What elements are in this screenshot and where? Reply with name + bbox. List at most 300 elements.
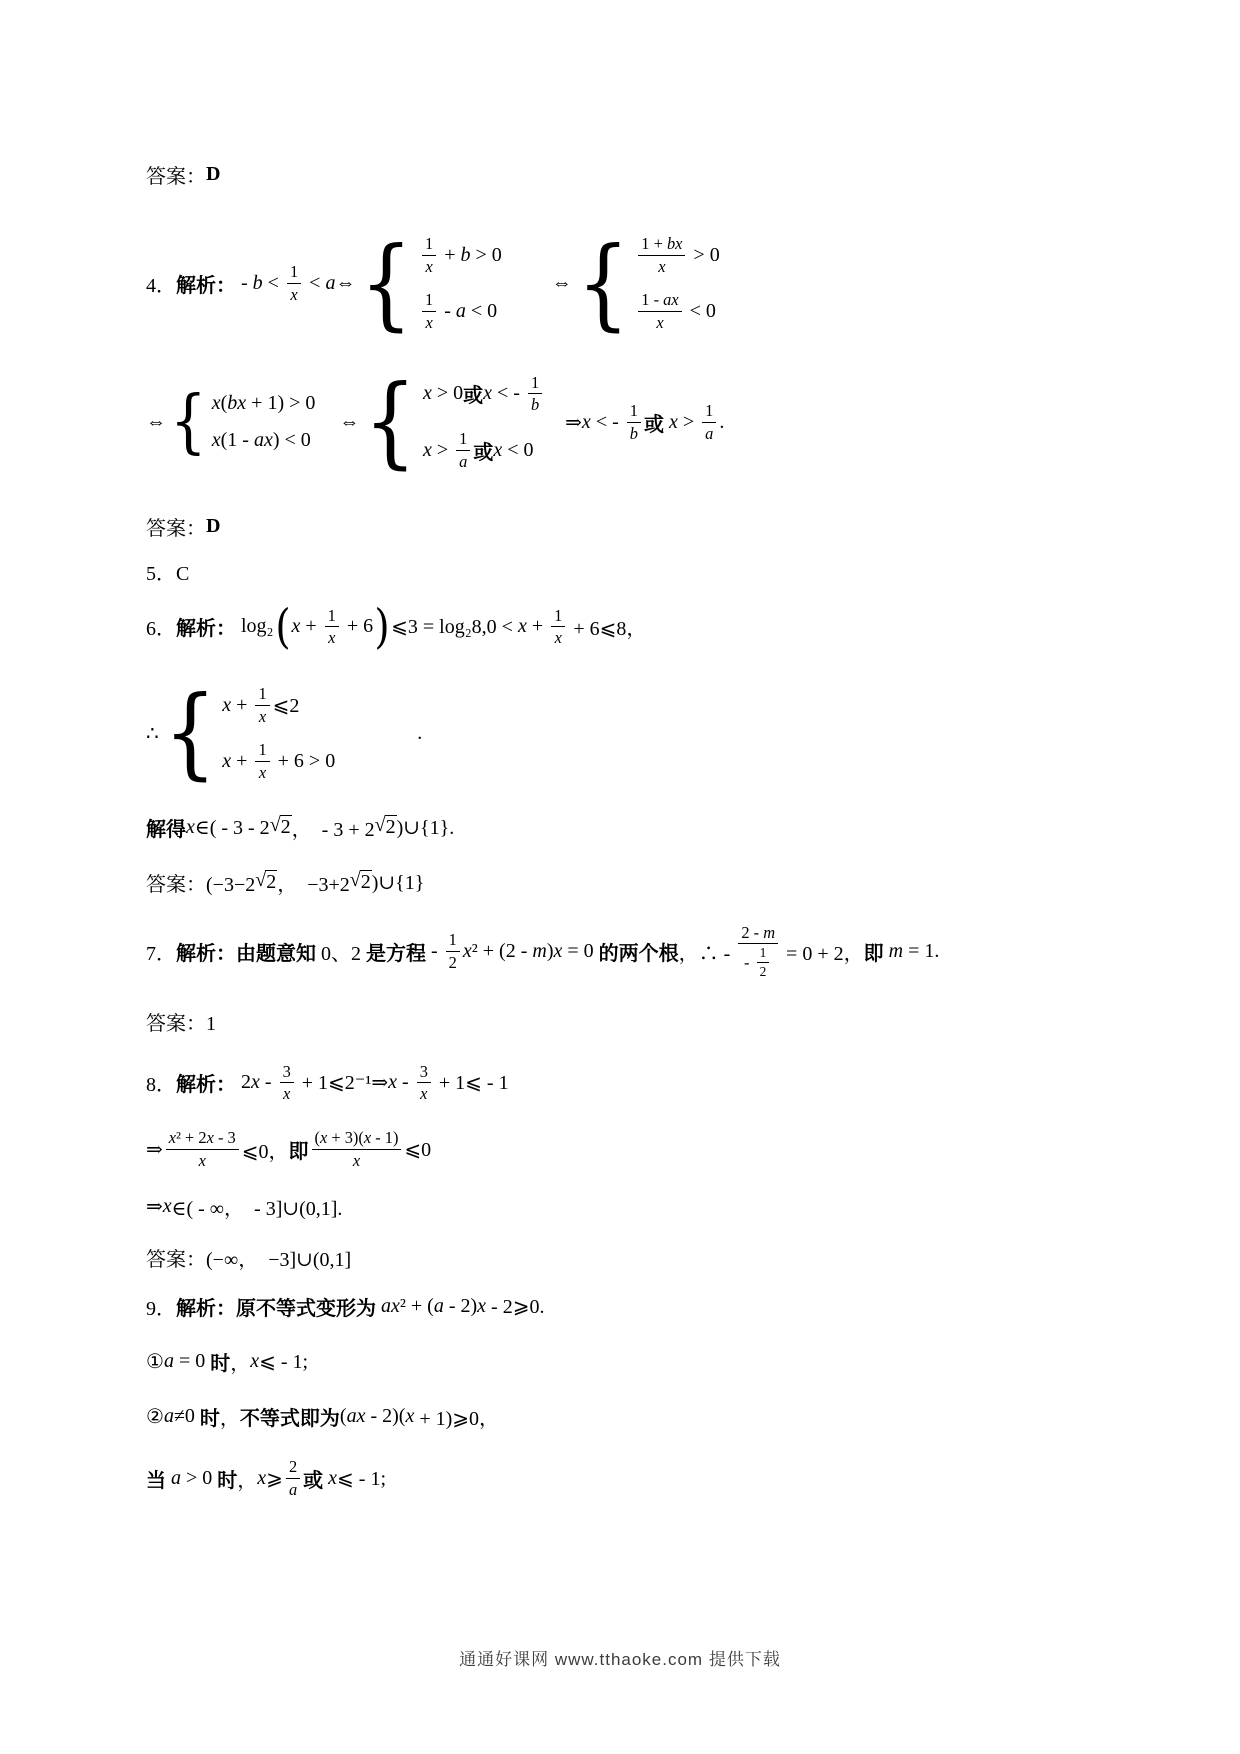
math-variable: a xyxy=(459,451,468,471)
math-variable: ax xyxy=(253,429,273,452)
math-text: ) xyxy=(546,940,554,963)
chinese-text: 或 xyxy=(463,385,484,408)
numerator xyxy=(702,401,716,423)
math-text: ⇒ xyxy=(146,1196,163,1219)
chinese-text: 解析： xyxy=(176,1074,236,1097)
answer-line-4 xyxy=(146,512,1170,541)
math-variable: x xyxy=(198,1150,206,1170)
math-text: 答案： xyxy=(146,517,206,540)
math-text: > 0 xyxy=(431,382,464,405)
math-text: + 1⩽2⁻¹⇒ xyxy=(296,1072,389,1095)
open-paren: ( xyxy=(274,598,291,654)
cases-rows xyxy=(420,373,545,472)
big-paren-group xyxy=(274,598,392,654)
math-text: 6． xyxy=(146,618,176,641)
math-variable: x xyxy=(162,1195,172,1218)
math-variable: x xyxy=(250,1350,260,1373)
math-text: - 2⩾0. xyxy=(486,1296,545,1319)
math-text: ⇔ xyxy=(551,271,572,294)
fraction xyxy=(456,429,470,471)
math-text: )∪{1}. xyxy=(396,816,455,839)
math-text: 3 xyxy=(419,1061,428,1081)
left-brace: { xyxy=(170,381,207,462)
math-text: + 1) > 0 xyxy=(246,392,316,415)
math-variable: m xyxy=(763,922,776,942)
chinese-text: 解析： xyxy=(176,943,236,966)
denominator xyxy=(287,284,300,305)
square-root xyxy=(270,815,292,839)
numerator xyxy=(551,606,565,628)
math-text: - xyxy=(397,1071,414,1094)
numerator xyxy=(638,290,681,312)
math-text: > xyxy=(431,438,454,461)
math-text: - 2)( xyxy=(365,1405,406,1428)
math-variable: a xyxy=(163,1350,174,1373)
radicand: 2 xyxy=(266,871,277,894)
math-text: ① xyxy=(146,1351,164,1374)
math-text: < xyxy=(304,271,326,294)
chinese-text: 或 xyxy=(303,1470,324,1493)
solution-line-8b xyxy=(146,1128,1170,1170)
math-text: ∴ xyxy=(146,722,159,745)
math-variable: x xyxy=(658,256,666,276)
math-text: ，∴ - xyxy=(678,943,736,966)
math-variable: a xyxy=(171,1467,181,1490)
cases-row xyxy=(419,290,502,332)
math-variable: x xyxy=(290,284,298,304)
spacer xyxy=(547,422,565,423)
denominator xyxy=(325,627,338,648)
cases-row xyxy=(222,684,335,726)
math-text: + xyxy=(439,243,461,266)
math-text: + xyxy=(231,693,253,716)
radical-sign: √ xyxy=(349,869,361,892)
denominator xyxy=(552,627,565,648)
math-variable: x xyxy=(581,410,591,433)
solution-line-7 xyxy=(146,923,1170,981)
math-text: > 0 xyxy=(181,1467,218,1490)
math-text: - xyxy=(236,271,253,294)
math-text: < 0 xyxy=(465,300,498,323)
math-text: (1 - xyxy=(220,429,254,452)
cases-system xyxy=(168,381,316,462)
chinese-text: 解析： xyxy=(176,618,236,641)
chinese-text: 即 xyxy=(288,1140,309,1163)
math-variable: ax xyxy=(663,290,679,310)
math-variable: x xyxy=(553,940,563,963)
math-variable: x xyxy=(422,438,432,461)
answer-line-8 xyxy=(146,1243,1170,1272)
math-text: + xyxy=(300,615,322,638)
math-variable: x xyxy=(319,1127,328,1147)
math-text: 7． xyxy=(146,943,176,966)
denominator xyxy=(256,762,269,783)
math-variable: x xyxy=(554,628,562,648)
math-text: ( xyxy=(314,1127,320,1147)
footer-site-credit: 通通好课网 www.tthaoke.com 提供下载 xyxy=(459,1650,781,1669)
fraction xyxy=(627,401,641,443)
math-text: + 6 xyxy=(341,615,374,638)
paren-content xyxy=(291,606,373,648)
cases-rows xyxy=(416,234,502,333)
math-variable: a xyxy=(288,1480,298,1500)
denominator xyxy=(350,1150,363,1171)
math-variable: x xyxy=(477,1295,487,1318)
fraction xyxy=(325,606,339,648)
math-variable: b xyxy=(252,271,263,294)
solution-line-9b xyxy=(146,1347,1170,1376)
math-variable: ax xyxy=(381,1295,400,1318)
denominator xyxy=(417,1083,430,1104)
fraction xyxy=(638,234,685,276)
math-text: 1 xyxy=(759,945,767,961)
math-text: ( xyxy=(220,392,228,415)
math-variable: x xyxy=(257,1467,267,1490)
math-variable: x xyxy=(283,1084,291,1104)
math-text: + 6 > 0 xyxy=(272,749,336,772)
fraction xyxy=(280,1062,294,1104)
cases-row xyxy=(212,429,316,452)
chinese-text: 是方程 xyxy=(366,943,426,966)
math-text: = 0 + 2， xyxy=(781,943,864,966)
math-variable: bx xyxy=(666,234,683,253)
math-text: > xyxy=(677,410,700,433)
math-text: ， −3+2 xyxy=(277,873,350,896)
math-text: = 0 xyxy=(562,940,599,963)
solution-line-9c xyxy=(146,1402,1170,1431)
denominator xyxy=(655,256,668,277)
answer-line-3 xyxy=(146,160,1170,189)
math-variable: x xyxy=(405,1405,415,1428)
solution-line-8a xyxy=(146,1062,1170,1104)
math-text: ² + (2 - xyxy=(471,940,533,963)
math-text: ② xyxy=(146,1406,164,1429)
chinese-text: 时 xyxy=(210,1353,231,1376)
denominator xyxy=(741,944,775,980)
math-variable: x xyxy=(211,429,221,452)
numerator xyxy=(738,923,778,945)
math-text: 1 xyxy=(424,290,434,310)
solution-line-9a xyxy=(146,1292,1170,1321)
math-text: 1 - xyxy=(641,290,664,310)
numerator xyxy=(166,1128,239,1150)
numerator xyxy=(627,401,641,423)
fraction xyxy=(738,923,778,981)
chinese-text: 时 xyxy=(199,1408,220,1431)
math-variable: x xyxy=(493,438,503,461)
math-text: 1 xyxy=(530,372,540,392)
cases-system xyxy=(574,225,720,341)
math-variable: x xyxy=(420,1084,428,1104)
math-text: < 0 xyxy=(684,300,716,323)
math-text: - 3 xyxy=(213,1127,236,1147)
radical-sign: √ xyxy=(255,869,267,892)
math-text: ⩽0 xyxy=(404,1138,432,1161)
math-text: 答案：(−3−2 xyxy=(146,873,256,896)
denominator xyxy=(456,451,470,472)
chinese-text: 由题意知 xyxy=(236,943,316,966)
spacer xyxy=(317,422,339,423)
cases-row xyxy=(419,234,502,276)
numerator xyxy=(528,373,542,395)
math-text: > 0 xyxy=(470,243,502,266)
chinese-text: 不等式即为 xyxy=(239,1408,340,1431)
math-text: + 1⩽ - 1 xyxy=(433,1072,509,1095)
fraction xyxy=(287,262,301,304)
answer-line-7 xyxy=(146,1007,1170,1036)
math-variable: x xyxy=(251,1071,260,1094)
math-variable: x xyxy=(517,615,527,638)
radical-sign: √ xyxy=(374,814,386,837)
math-text: 1 + xyxy=(641,234,667,253)
fraction xyxy=(255,740,269,782)
left-brace: { xyxy=(163,675,217,791)
math-text: 答案：(−∞， −3]∪(0,1] xyxy=(146,1249,352,1272)
fraction xyxy=(417,1062,431,1104)
math-variable: x xyxy=(425,313,433,333)
math-text: = 0 xyxy=(173,1350,211,1373)
math-variable: a xyxy=(163,1405,174,1428)
denominator xyxy=(627,423,641,444)
math-text: > 0 xyxy=(688,243,720,266)
math-text: 2 - xyxy=(741,922,764,942)
cases-system xyxy=(361,364,545,480)
math-text: 1 xyxy=(289,262,299,282)
spacer xyxy=(337,733,417,734)
math-text: ， xyxy=(237,1470,258,1493)
denominator xyxy=(702,423,716,444)
solution-line-4b xyxy=(146,364,1170,480)
math-text: 3 xyxy=(282,1061,291,1081)
math-variable: x xyxy=(462,940,472,963)
denominator xyxy=(286,1479,300,1500)
numerator xyxy=(417,1062,431,1084)
math-variable: x xyxy=(258,762,267,782)
fraction xyxy=(446,930,460,972)
math-variable: b xyxy=(530,395,540,415)
math-variable: a xyxy=(455,300,466,323)
math-text: . xyxy=(719,410,725,433)
numerator xyxy=(312,1128,402,1150)
fraction xyxy=(422,290,436,332)
math-variable: x xyxy=(206,1127,214,1147)
math-variable: x xyxy=(186,815,195,838)
denominator xyxy=(422,256,435,277)
fraction xyxy=(166,1128,239,1170)
left-brace: { xyxy=(360,225,414,341)
left-brace: { xyxy=(576,225,630,341)
solution-line-9d xyxy=(146,1457,1170,1499)
numerator xyxy=(422,234,436,256)
math-text: 1 xyxy=(258,740,267,760)
cases-row xyxy=(222,740,335,782)
math-text: 9． xyxy=(146,1298,176,1321)
answer-letter: D xyxy=(206,514,221,537)
math-text: - xyxy=(744,953,754,973)
radicand: 2 xyxy=(360,871,371,894)
math-text: ， xyxy=(219,1408,240,1431)
math-variable: x xyxy=(656,313,664,333)
math-variable: x xyxy=(425,256,433,276)
math-text: 1 xyxy=(258,683,267,703)
math-variable: x xyxy=(328,628,336,648)
cases-rows xyxy=(632,234,719,333)
numerator xyxy=(255,684,269,706)
math-text: ⇒ xyxy=(146,1138,163,1161)
math-text: 2 xyxy=(759,964,767,980)
math-text: ) < 0 xyxy=(272,429,311,452)
close-paren: ) xyxy=(374,598,390,654)
math-text: - xyxy=(439,300,456,323)
math-text: ， - 3 + 2 xyxy=(291,818,375,841)
math-variable: x xyxy=(483,382,492,405)
denominator xyxy=(256,706,269,727)
math-text: 答案：1 xyxy=(146,1012,216,1035)
math-text: ² + 2 xyxy=(176,1127,207,1147)
math-text: ∈( - ∞， - 3]∪(0,1]. xyxy=(171,1198,343,1221)
math-text: ⇔ xyxy=(339,410,360,433)
math-variable: m xyxy=(532,940,547,963)
fraction xyxy=(757,945,770,980)
math-text: ⩽ - 1; xyxy=(259,1351,309,1374)
math-text: 2 xyxy=(236,1071,251,1094)
math-variable: x xyxy=(258,706,267,726)
math-variable: m xyxy=(888,940,904,963)
numerator xyxy=(638,234,685,256)
denominator xyxy=(446,952,460,973)
math-text: 答案： xyxy=(146,166,206,188)
math-variable: a xyxy=(433,1295,444,1318)
answer-line-6 xyxy=(146,868,1170,897)
chinese-text: 或 xyxy=(473,441,494,464)
math-variable: x xyxy=(168,1127,177,1147)
math-text: < - xyxy=(590,410,624,433)
math-text: 1 xyxy=(459,429,468,449)
solutions-content xyxy=(146,160,1170,1500)
fraction xyxy=(551,606,565,648)
chinese-text: 即 xyxy=(863,943,884,966)
math-text: + xyxy=(231,749,253,772)
math-text: < - xyxy=(492,382,525,405)
math-variable: x xyxy=(211,392,221,415)
math-text: ， xyxy=(230,1353,251,1376)
square-root xyxy=(375,815,397,839)
fraction xyxy=(286,1457,300,1499)
math-text: ⩽ - 1; xyxy=(337,1468,387,1491)
math-text: . xyxy=(417,721,423,744)
math-text: + 3)( xyxy=(327,1127,364,1147)
cases-row xyxy=(635,234,719,276)
math-text: = 1. xyxy=(903,940,940,963)
chinese-text: 当 xyxy=(146,1470,166,1493)
math-text: 0、2 xyxy=(316,943,366,966)
math-text: + xyxy=(526,615,549,638)
math-text: 2 xyxy=(288,1457,298,1477)
math-text: )∪{1} xyxy=(371,871,425,894)
math-variable: ax xyxy=(346,1405,366,1428)
math-text: 2 xyxy=(448,953,457,973)
math-variable: b xyxy=(629,423,638,443)
numerator xyxy=(280,1062,294,1084)
math-text: < xyxy=(262,271,284,294)
denominator xyxy=(653,312,666,333)
math-variable: x xyxy=(328,1467,338,1490)
math-variable: x xyxy=(388,1071,398,1094)
denominator xyxy=(528,394,542,415)
numerator xyxy=(255,740,269,762)
chinese-text: 解析： xyxy=(176,274,236,297)
answer-line-5 xyxy=(146,557,1170,586)
fraction xyxy=(422,234,436,276)
math-text: 1 xyxy=(327,605,336,625)
math-variable: x xyxy=(668,410,678,433)
numerator xyxy=(287,262,301,284)
math-variable: b xyxy=(460,243,471,266)
cases-rows xyxy=(209,392,316,452)
radical-sign: √ xyxy=(269,814,281,837)
chinese-text: 原不等式变形为 xyxy=(236,1298,376,1321)
chinese-text: 解得 xyxy=(146,818,186,841)
spacer xyxy=(504,283,552,284)
chinese-text: 的两个根 xyxy=(598,943,679,966)
denominator xyxy=(422,312,435,333)
numerator xyxy=(286,1457,300,1479)
math-text: ∈( - 3 - 2 xyxy=(194,816,270,839)
math-text: 1 xyxy=(629,400,638,420)
fraction xyxy=(702,401,716,443)
solution-line-8c xyxy=(146,1192,1170,1221)
math-text: 1 xyxy=(554,605,563,625)
math-text: ( xyxy=(339,1405,347,1428)
math-variable: a xyxy=(325,271,336,294)
numerator xyxy=(325,606,339,628)
math-text: ⩽3 = log₂8,0 < xyxy=(391,616,518,639)
math-text: ≠0 xyxy=(173,1405,200,1428)
solution-line-6a xyxy=(146,598,1170,654)
math-text: + 6⩽8， xyxy=(568,618,647,641)
chinese-text: 时 xyxy=(217,1470,238,1493)
math-variable: x xyxy=(422,382,432,405)
cases-rows xyxy=(219,684,335,783)
math-text: + 1)⩾0， xyxy=(414,1408,500,1431)
math-variable: x xyxy=(222,693,232,716)
radicand: 2 xyxy=(385,816,396,839)
math-text: ⇔ xyxy=(335,271,356,294)
cases-row xyxy=(423,373,545,415)
solution-line-4a xyxy=(146,225,1170,341)
denominator xyxy=(757,963,770,980)
fraction xyxy=(638,290,681,332)
numerator xyxy=(757,945,770,963)
math-text: 1 xyxy=(424,234,434,253)
cases-row xyxy=(635,290,719,332)
math-text: - xyxy=(259,1071,277,1094)
denominator xyxy=(280,1083,293,1104)
math-variable: x xyxy=(291,615,301,638)
math-text: ⩽0， xyxy=(241,1140,289,1163)
square-root xyxy=(255,870,277,894)
chinese-text: 或 xyxy=(643,413,664,436)
cases-system xyxy=(357,225,502,341)
math-text: ⩾ xyxy=(266,1468,283,1491)
math-variable: x xyxy=(352,1150,361,1170)
numerator xyxy=(456,429,470,451)
math-text: 8． xyxy=(146,1074,176,1097)
math-variable: x xyxy=(222,749,232,772)
cases-system xyxy=(161,675,336,791)
denominator xyxy=(196,1150,209,1171)
math-text: - xyxy=(426,940,443,963)
